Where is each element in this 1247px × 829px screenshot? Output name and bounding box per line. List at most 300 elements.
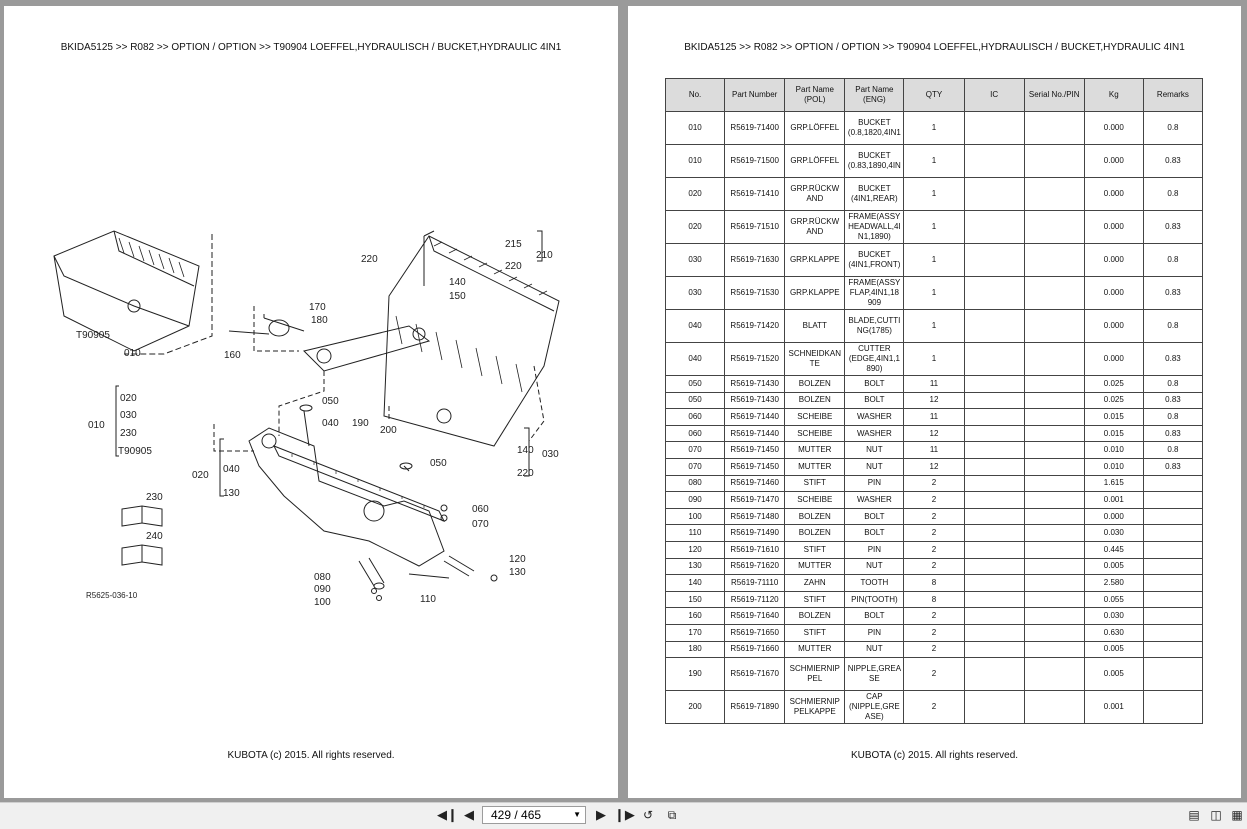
table-cell: R5619-71400 [725, 112, 785, 145]
parts-table [665, 78, 1203, 724]
table-cell: 11 [904, 376, 964, 393]
two-page-icon[interactable]: ◫ [1210, 808, 1222, 822]
table-cell [1143, 558, 1202, 575]
table-cell: BUCKET (0.8,1820,4IN1 [845, 112, 904, 145]
table-cell: 020 [666, 211, 725, 244]
first-page-icon[interactable]: ◀❙ [437, 807, 458, 822]
table-cell [964, 145, 1024, 178]
last-page-icon[interactable]: ❙▶ [614, 807, 635, 822]
table-cell [964, 492, 1024, 509]
table-row [666, 277, 1203, 310]
continuous-icon[interactable]: ▦ [1231, 808, 1243, 822]
table-cell: PIN(TOOTH) [845, 591, 904, 608]
table-cell [964, 244, 1024, 277]
table-cell: 160 [666, 608, 725, 625]
table-cell [964, 310, 1024, 343]
table-cell: R5619-71410 [725, 178, 785, 211]
table-cell [1143, 508, 1202, 525]
table-cell [964, 691, 1024, 724]
table-row [666, 112, 1203, 145]
table-cell: 0.8 [1143, 376, 1202, 393]
table-row [666, 624, 1203, 641]
table-cell [1024, 112, 1084, 145]
parts-diagram [24, 206, 604, 626]
table-cell: 0.445 [1084, 541, 1143, 558]
callout-label: 240 [146, 531, 163, 542]
table-cell: 1 [904, 277, 964, 310]
prev-page-icon[interactable]: ◀ [464, 807, 474, 822]
table-cell: 2 [904, 541, 964, 558]
table-cell [1024, 541, 1084, 558]
table-cell: R5619-71440 [725, 425, 785, 442]
table-cell [964, 211, 1024, 244]
table-cell: 2 [904, 641, 964, 658]
callout-label: 040 [322, 418, 339, 429]
column-header: Part Name (ENG) [845, 79, 904, 112]
table-cell: R5619-71430 [725, 376, 785, 393]
table-cell: 0.005 [1084, 641, 1143, 658]
table-cell: SCHEIBE [785, 425, 845, 442]
table-cell: 130 [666, 558, 725, 575]
table-cell: 060 [666, 409, 725, 426]
page-number-select[interactable] [482, 806, 586, 824]
table-cell: 070 [666, 442, 725, 459]
table-cell: GRP.LÖFFEL [785, 112, 845, 145]
table-cell: NUT [845, 458, 904, 475]
table-cell [964, 525, 1024, 542]
table-cell: STIFT [785, 541, 845, 558]
table-cell: 0.000 [1084, 178, 1143, 211]
table-cell: R5619-71500 [725, 145, 785, 178]
table-cell [1024, 492, 1084, 509]
table-cell: 0.000 [1084, 508, 1143, 525]
column-header: Serial No./PIN [1024, 79, 1084, 112]
table-cell [1024, 608, 1084, 625]
table-cell: BOLT [845, 376, 904, 393]
callout-label: T90905 [118, 446, 152, 457]
table-cell: 2 [904, 558, 964, 575]
table-cell: 0.83 [1143, 425, 1202, 442]
table-cell: BOLZEN [785, 608, 845, 625]
table-cell: 11 [904, 409, 964, 426]
table-cell [1143, 658, 1202, 691]
table-cell: NUT [845, 641, 904, 658]
table-cell: 100 [666, 508, 725, 525]
table-cell: 2 [904, 492, 964, 509]
table-cell: SCHMIERNIP PEL [785, 658, 845, 691]
table-row [666, 475, 1203, 492]
column-header: Part Number [725, 79, 785, 112]
table-cell [964, 376, 1024, 393]
table-cell: ZAHN [785, 575, 845, 592]
table-cell: R5619-71620 [725, 558, 785, 575]
table-cell: WASHER [845, 425, 904, 442]
table-cell: BOLT [845, 525, 904, 542]
table-cell: 120 [666, 541, 725, 558]
table-cell: 11 [904, 442, 964, 459]
table-cell: 0.010 [1084, 442, 1143, 459]
callout-label: 050 [430, 458, 447, 469]
table-cell: 2 [904, 624, 964, 641]
table-cell [1024, 442, 1084, 459]
callout-label: 220 [505, 261, 522, 272]
table-cell: NUT [845, 558, 904, 575]
table-cell: 0.000 [1084, 310, 1143, 343]
table-cell: 090 [666, 492, 725, 509]
table-cell: BUCKET (4IN1,FRONT) [845, 244, 904, 277]
table-row [666, 244, 1203, 277]
table-row [666, 392, 1203, 409]
table-cell [1024, 525, 1084, 542]
table-cell: R5619-71450 [725, 442, 785, 459]
table-cell: SCHEIBE [785, 492, 845, 509]
callout-label: 200 [380, 425, 397, 436]
callout-label: 020 [192, 470, 209, 481]
table-cell [964, 425, 1024, 442]
callout-label: 230 [120, 428, 137, 439]
table-cell [964, 112, 1024, 145]
table-cell: R5619-71420 [725, 310, 785, 343]
table-row [666, 145, 1203, 178]
callout-label: 010 [88, 420, 105, 431]
table-row [666, 508, 1203, 525]
table-cell: 0.83 [1143, 211, 1202, 244]
callout-label: 020 [120, 393, 137, 404]
callout-label: 040 [223, 464, 240, 475]
table-cell: 040 [666, 310, 725, 343]
table-cell [964, 558, 1024, 575]
next-page-icon[interactable]: ▶ [596, 807, 606, 822]
table-cell: GRP.LÖFFEL [785, 145, 845, 178]
table-cell: 0.015 [1084, 409, 1143, 426]
copyright-footer: KUBOTA (c) 2015. All rights reserved. [227, 750, 395, 761]
table-cell: 2 [904, 508, 964, 525]
table-cell [964, 343, 1024, 376]
table-cell: PIN [845, 475, 904, 492]
table-cell [1143, 641, 1202, 658]
table-cell: 010 [666, 112, 725, 145]
callout-label: 220 [361, 254, 378, 265]
callout-label: 110 [420, 594, 436, 605]
table-cell: R5619-71120 [725, 591, 785, 608]
table-cell: 050 [666, 376, 725, 393]
callout-label: 210 [536, 250, 553, 261]
table-cell: R5619-71510 [725, 211, 785, 244]
table-cell [1143, 575, 1202, 592]
table-cell [1143, 608, 1202, 625]
column-header: IC [964, 79, 1024, 112]
table-cell: 0.025 [1084, 376, 1143, 393]
table-row [666, 442, 1203, 459]
column-header: QTY [904, 79, 964, 112]
table-cell: 0.030 [1084, 608, 1143, 625]
left-page [4, 6, 618, 798]
table-cell: MUTTER [785, 641, 845, 658]
callout-label: 060 [472, 504, 489, 515]
table-cell [964, 624, 1024, 641]
table-cell: 060 [666, 425, 725, 442]
table-row [666, 691, 1203, 724]
table-row [666, 178, 1203, 211]
table-row [666, 409, 1203, 426]
table-row [666, 608, 1203, 625]
table-cell: 1 [904, 112, 964, 145]
rotate-icon[interactable]: ↺ [642, 808, 654, 822]
table-row [666, 658, 1203, 691]
table-cell: STIFT [785, 591, 845, 608]
table-cell: PIN [845, 624, 904, 641]
table-cell: 1 [904, 211, 964, 244]
table-cell: MUTTER [785, 442, 845, 459]
table-cell [1024, 624, 1084, 641]
table-cell: 040 [666, 343, 725, 376]
table-cell [964, 475, 1024, 492]
table-cell [964, 575, 1024, 592]
table-cell: 2 [904, 525, 964, 542]
table-cell: GRP.RÜCKW AND [785, 211, 845, 244]
table-cell: 0.8 [1143, 244, 1202, 277]
table-cell: R5619-71630 [725, 244, 785, 277]
table-cell: 12 [904, 425, 964, 442]
table-cell: 1 [904, 343, 964, 376]
table-cell: 020 [666, 178, 725, 211]
table-cell: 050 [666, 392, 725, 409]
breadcrumb: BKIDA5125 >> R082 >> OPTION / OPTION >> T90904 LOEFFEL,HYDRAULISCH / BUCKET,HYDRAULIC 4IN1 [684, 42, 1185, 53]
table-cell [1143, 591, 1202, 608]
table-cell: 0.8 [1143, 178, 1202, 211]
table-cell: 0.630 [1084, 624, 1143, 641]
table-cell: SCHEIBE [785, 409, 845, 426]
breadcrumb: BKIDA5125 >> R082 >> OPTION / OPTION >> T90904 LOEFFEL,HYDRAULISCH / BUCKET,HYDRAULIC 4IN1 [60, 42, 562, 53]
table-cell: 0.83 [1143, 145, 1202, 178]
table-cell: 0.000 [1084, 211, 1143, 244]
table-cell [1024, 244, 1084, 277]
table-cell: PIN [845, 541, 904, 558]
callout-label: 090 [314, 584, 331, 595]
callout-label: 190 [352, 418, 369, 429]
column-header: No. [666, 79, 725, 112]
callout-label: 130 [509, 567, 526, 578]
table-row [666, 425, 1203, 442]
table-cell: 0.83 [1143, 458, 1202, 475]
table-cell: BOLZEN [785, 376, 845, 393]
callout-label: 120 [509, 554, 526, 565]
callout-label: 220 [517, 468, 534, 479]
table-cell: GRP.KLAPPE [785, 277, 845, 310]
table-cell: 2.580 [1084, 575, 1143, 592]
table-cell: TOOTH [845, 575, 904, 592]
table-cell [1143, 525, 1202, 542]
table-cell [1024, 145, 1084, 178]
table-header-row [666, 79, 1203, 112]
table-cell: 200 [666, 691, 725, 724]
table-cell: 170 [666, 624, 725, 641]
table-cell: 0.055 [1084, 591, 1143, 608]
table-cell: 080 [666, 475, 725, 492]
table-cell: 0.001 [1084, 492, 1143, 509]
table-row [666, 558, 1203, 575]
table-cell: BOLZEN [785, 525, 845, 542]
table-row [666, 575, 1203, 592]
table-cell [964, 508, 1024, 525]
table-cell: 030 [666, 277, 725, 310]
table-cell: GRP.KLAPPE [785, 244, 845, 277]
table-cell: BOLT [845, 392, 904, 409]
table-cell: R5619-71110 [725, 575, 785, 592]
table-cell: CAP (NIPPLE,GRE ASE) [845, 691, 904, 724]
table-row [666, 525, 1203, 542]
table-cell: 180 [666, 641, 725, 658]
table-cell: R5619-71530 [725, 277, 785, 310]
table-cell: MUTTER [785, 558, 845, 575]
table-cell: 1 [904, 244, 964, 277]
callout-label: T90905 [76, 330, 110, 341]
table-cell: 0.83 [1143, 343, 1202, 376]
table-cell [964, 608, 1024, 625]
table-cell: BOLZEN [785, 392, 845, 409]
callout-label: 230 [146, 492, 163, 503]
table-cell: BUCKET (4IN1,REAR) [845, 178, 904, 211]
table-row [666, 211, 1203, 244]
table-cell: BOLZEN [785, 508, 845, 525]
table-cell: 0.025 [1084, 392, 1143, 409]
table-cell [964, 541, 1024, 558]
table-cell: 190 [666, 658, 725, 691]
table-cell [1024, 558, 1084, 575]
table-cell: 150 [666, 591, 725, 608]
fit-icon[interactable]: ⧉ [667, 808, 677, 822]
table-cell [1024, 575, 1084, 592]
table-cell: 010 [666, 145, 725, 178]
table-cell: 2 [904, 691, 964, 724]
table-cell [1024, 376, 1084, 393]
table-cell [1024, 178, 1084, 211]
table-cell: 2 [904, 475, 964, 492]
table-cell: STIFT [785, 475, 845, 492]
table-cell [964, 409, 1024, 426]
callout-label: 080 [314, 572, 331, 583]
table-row [666, 591, 1203, 608]
table-cell: R5619-71430 [725, 392, 785, 409]
table-cell: STIFT [785, 624, 845, 641]
table-cell [1024, 591, 1084, 608]
table-cell: 0.010 [1084, 458, 1143, 475]
table-cell: WASHER [845, 492, 904, 509]
table-cell [964, 178, 1024, 211]
table-cell [1024, 277, 1084, 310]
table-cell: FRAME(ASSY FLAP,4IN1,18 909 [845, 277, 904, 310]
table-cell [1143, 541, 1202, 558]
table-cell [964, 591, 1024, 608]
table-cell: BOLT [845, 608, 904, 625]
table-cell [1024, 343, 1084, 376]
callout-label: 030 [542, 449, 559, 460]
table-cell: GRP.RÜCKW AND [785, 178, 845, 211]
callout-label: 150 [449, 291, 466, 302]
table-cell: 0.005 [1084, 558, 1143, 575]
table-cell: 110 [666, 525, 725, 542]
table-cell [1024, 508, 1084, 525]
right-page [628, 6, 1241, 798]
table-row [666, 641, 1203, 658]
single-page-icon[interactable]: ▤ [1188, 808, 1200, 822]
table-cell: R5619-71650 [725, 624, 785, 641]
table-cell: 0.000 [1084, 277, 1143, 310]
callout-label: 050 [322, 396, 339, 407]
table-cell: R5619-71470 [725, 492, 785, 509]
table-cell: 0.000 [1084, 145, 1143, 178]
table-cell: FRAME(ASSY HEADWALL,4I N1,1890) [845, 211, 904, 244]
table-cell [1024, 310, 1084, 343]
table-cell: 0.030 [1084, 525, 1143, 542]
table-row [666, 376, 1203, 393]
table-cell [1024, 392, 1084, 409]
table-cell: 0.000 [1084, 343, 1143, 376]
table-cell: R5619-71460 [725, 475, 785, 492]
table-cell: 0.000 [1084, 244, 1143, 277]
table-cell: 2 [904, 608, 964, 625]
table-cell: R5619-71670 [725, 658, 785, 691]
callout-label: 140 [517, 445, 534, 456]
callout-label: 170 [309, 302, 326, 313]
table-cell [1143, 691, 1202, 724]
table-cell: 8 [904, 591, 964, 608]
table-cell: 8 [904, 575, 964, 592]
table-cell [1024, 641, 1084, 658]
table-cell: R5619-71660 [725, 641, 785, 658]
table-cell: R5619-71610 [725, 541, 785, 558]
table-cell [1143, 492, 1202, 509]
table-cell: R5619-71480 [725, 508, 785, 525]
table-cell: BLATT [785, 310, 845, 343]
table-cell [1024, 211, 1084, 244]
table-cell: 1 [904, 178, 964, 211]
table-cell [1143, 624, 1202, 641]
table-cell: 0.8 [1143, 112, 1202, 145]
table-cell [1024, 658, 1084, 691]
callout-label: 140 [449, 277, 466, 288]
table-cell: 0.8 [1143, 409, 1202, 426]
callout-label: 100 [314, 597, 331, 608]
table-row [666, 492, 1203, 509]
table-cell: WASHER [845, 409, 904, 426]
table-cell: 140 [666, 575, 725, 592]
table-row [666, 541, 1203, 558]
table-cell [964, 442, 1024, 459]
table-cell: 0.83 [1143, 277, 1202, 310]
table-cell [1024, 409, 1084, 426]
table-cell [964, 392, 1024, 409]
table-cell: BUCKET (0.83,1890,4IN [845, 145, 904, 178]
callout-label: 030 [120, 410, 137, 421]
table-row [666, 458, 1203, 475]
table-cell: 1 [904, 310, 964, 343]
table-cell: 1.615 [1084, 475, 1143, 492]
table-cell: R5619-71450 [725, 458, 785, 475]
table-cell: 0.000 [1084, 112, 1143, 145]
table-cell: 070 [666, 458, 725, 475]
table-cell: R5619-71490 [725, 525, 785, 542]
table-cell [1143, 475, 1202, 492]
callout-label: 010 [124, 348, 141, 359]
table-cell: 0.005 [1084, 658, 1143, 691]
table-cell: R5619-71890 [725, 691, 785, 724]
table-cell: 2 [904, 658, 964, 691]
table-cell: 12 [904, 392, 964, 409]
diagram-ref-code: R5625-036-10 [86, 591, 138, 600]
table-cell: R5619-71520 [725, 343, 785, 376]
table-cell [964, 458, 1024, 475]
